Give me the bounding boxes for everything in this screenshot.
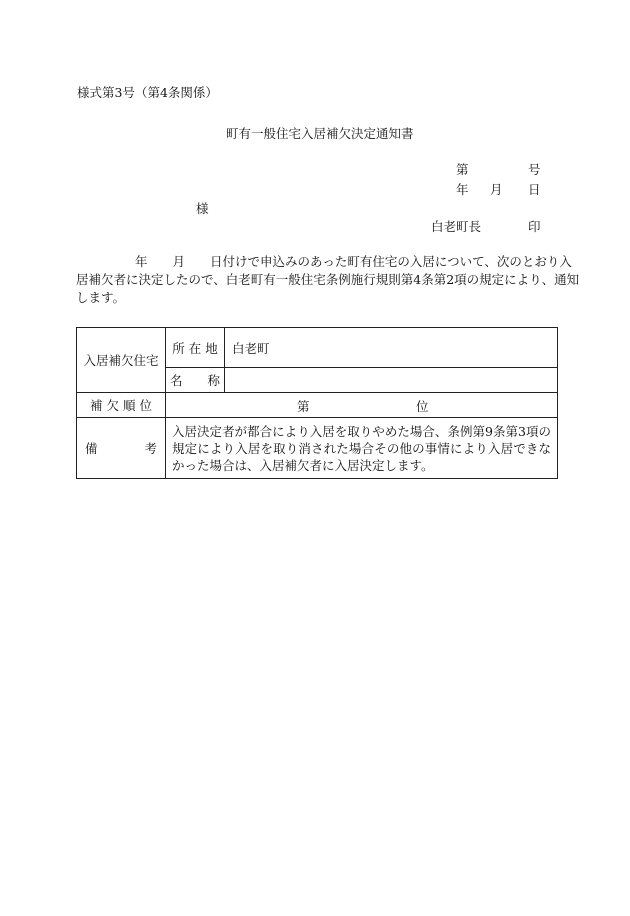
notice-table: [76, 327, 558, 479]
location-value: 白老町: [225, 328, 558, 368]
body-line: 居補欠者に決定したので、白老町有一般住宅条例施行規則第4条第2項の規定により、通知: [76, 272, 580, 287]
issuer-seal: 印: [528, 219, 541, 234]
remarks-text: 入居決定者が都合により入居を取りやめた場合、条例第9条第3項の規定により入居を取り消された場合その他の事情により入居できなかった場合は、入居補欠者に入居決定します。: [166, 418, 558, 479]
name-value: [225, 368, 558, 393]
doc-number-prefix: 第: [456, 162, 469, 177]
rank-label: 補 欠 順 位: [77, 393, 166, 418]
name-label: 名 称: [166, 368, 225, 393]
location-label: 所 在 地: [166, 328, 225, 368]
doc-number-suffix: 号: [528, 162, 541, 177]
date-day: 日: [528, 182, 541, 197]
rank-suffix: 位: [416, 399, 429, 414]
remarks-label: [77, 418, 166, 479]
document-title: 町有一般住宅入居補欠決定通知書: [226, 126, 414, 141]
remarks-label-char: 考: [144, 441, 157, 456]
body-line: します。: [76, 290, 126, 305]
remarks-label-char: 備: [85, 441, 98, 456]
form-number: 様式第3号（第4条関係）: [77, 85, 218, 100]
body-line: 年 月 日付けで申込みのあった町有住宅の入居について、次のとおり入: [135, 254, 572, 269]
date-month: 月: [490, 182, 503, 197]
body-text: [76, 253, 580, 307]
issuer-name: 白老町長: [431, 219, 482, 234]
housing-section-label: 入居補欠住宅: [77, 328, 166, 393]
rank-value: [166, 393, 558, 418]
date-year: 年: [456, 182, 469, 197]
rank-prefix: 第: [297, 399, 310, 414]
addressee-honorific: 様: [196, 201, 209, 216]
